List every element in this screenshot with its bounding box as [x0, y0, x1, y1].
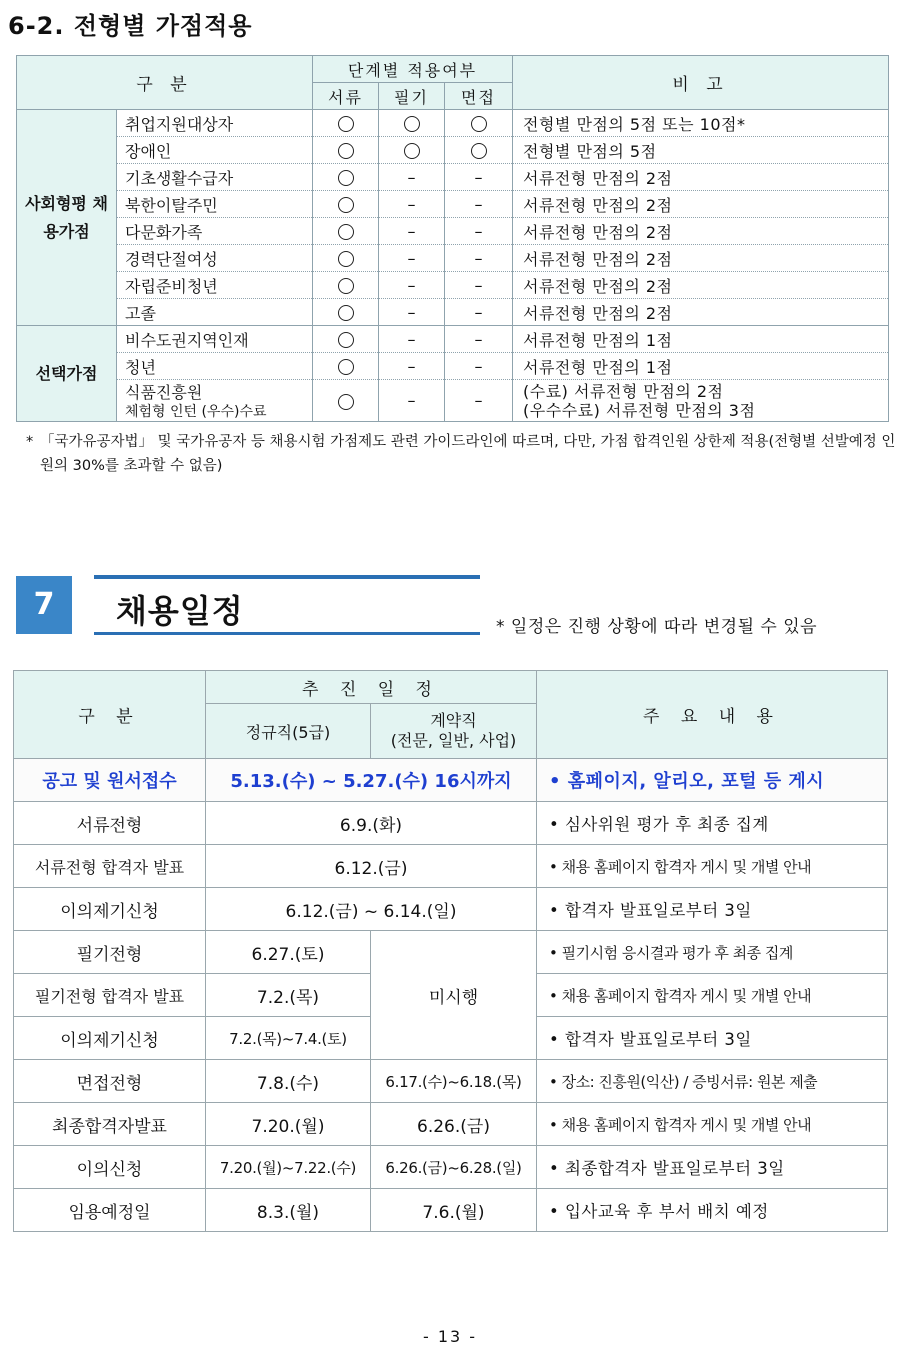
- interview-mark: –: [445, 380, 513, 422]
- row-name: [117, 299, 313, 326]
- bonus-row: [17, 218, 889, 245]
- remark-text: 서류전형 만점의 1점: [523, 330, 673, 350]
- circle-mark-icon: [338, 251, 354, 267]
- row-name-text: 북한이탈주민: [125, 195, 218, 215]
- circle-mark-icon: [338, 197, 354, 213]
- content-cell: • 채용 홈페이지 합격자 게시 및 개별 안내: [537, 974, 888, 1017]
- schedule-title: 채용일정: [116, 592, 244, 630]
- doc-mark: [313, 326, 379, 353]
- contract-date-cell: 7.6.(월): [371, 1189, 537, 1232]
- circle-mark-icon: [338, 278, 354, 294]
- content-cell: • 합격자 발표일로부터 3일: [537, 1017, 888, 1060]
- row-name: [117, 326, 313, 353]
- interview-mark: [445, 110, 513, 137]
- circle-mark-icon: [338, 170, 354, 186]
- group-social: 사회형평 채용가점: [17, 110, 117, 326]
- content-cell: • 입사교육 후 부서 배치 예정: [537, 1189, 888, 1232]
- header-doc: 서류: [313, 83, 379, 110]
- doc-mark: [313, 380, 379, 422]
- row-name-text: 식품진흥원: [125, 383, 203, 402]
- remark-text: 서류전형 만점의 2점: [523, 249, 673, 269]
- schedule-row: [14, 802, 888, 845]
- stage-cell: 이의제기신청: [14, 888, 206, 931]
- remark-text: 서류전형 만점의 2점: [523, 303, 673, 323]
- regular-date-cell: 7.2.(목)~7.4.(토): [206, 1017, 371, 1060]
- interview-mark: –: [445, 326, 513, 353]
- bonus-row: [17, 164, 889, 191]
- bonus-row: [17, 245, 889, 272]
- contract-date-cell: 미시행: [371, 931, 537, 1060]
- row-name: [117, 245, 313, 272]
- page-number: - 13 -: [422, 1327, 478, 1346]
- row-remark: [513, 110, 889, 137]
- circle-mark-icon: [471, 116, 487, 132]
- doc-mark: [313, 245, 379, 272]
- written-mark: –: [379, 380, 445, 422]
- row-name: [117, 137, 313, 164]
- content-cell: • 장소: 진흥원(익산) / 증빙서류: 원본 제출: [537, 1060, 888, 1103]
- written-mark: –: [379, 218, 445, 245]
- row-name: [117, 272, 313, 299]
- content-cell: • 최종합격자 발표일로부터 3일: [537, 1146, 888, 1189]
- row-name: [117, 191, 313, 218]
- header-category: 구 분: [17, 56, 313, 110]
- schedule-row: [14, 759, 888, 802]
- contract-date-cell: 6.17.(수)~6.18.(목): [371, 1060, 537, 1103]
- date-cell: 6.9.(화): [206, 802, 537, 845]
- row-name: [117, 380, 313, 422]
- header-category: 구 분: [14, 671, 206, 759]
- written-mark: –: [379, 326, 445, 353]
- doc-mark: [313, 299, 379, 326]
- stage-cell: 이의제기신청: [14, 1017, 206, 1060]
- row-name-text: 청년: [125, 357, 156, 377]
- footnote-text: 「국가유공자법」 및 국가유공자 등 채용시험 가점제도 관련 가이드라인에 따르며, 다만, 가점 합격인원 상한제 적용(전형별 선발예정 인원의 30%를 초과할 수 없음): [40, 434, 896, 474]
- written-mark: [379, 137, 445, 164]
- circle-mark-icon: [471, 143, 487, 159]
- row-name-text: 장애인: [125, 141, 172, 161]
- interview-mark: –: [445, 272, 513, 299]
- row-name-sub: 체험형 인턴 (우수)수료: [125, 404, 267, 420]
- remark-text: 전형별 만점의 5점: [523, 141, 657, 161]
- regular-date-cell: 6.27.(토): [206, 931, 371, 974]
- row-remark: [513, 218, 889, 245]
- footnote: [26, 430, 896, 478]
- content-cell: • 홈페이지, 알리오, 포털 등 게시: [537, 759, 888, 802]
- regular-date-cell: 7.20.(월): [206, 1103, 371, 1146]
- bonus-row: [17, 353, 889, 380]
- header-regular: 정규직(5급): [206, 704, 371, 759]
- schedule-note: * 일정은 진행 상황에 따라 변경될 수 있음: [496, 617, 818, 637]
- regular-date-cell: 7.2.(목): [206, 974, 371, 1017]
- heading-rule-bottom: [94, 632, 480, 635]
- stage-cell: 이의신청: [14, 1146, 206, 1189]
- schedule-row: [14, 1146, 888, 1189]
- contract-date-cell: 6.26.(금)~6.28.(일): [371, 1146, 537, 1189]
- row-name: [117, 218, 313, 245]
- stage-cell: 최종합격자발표: [14, 1103, 206, 1146]
- remark-text: 서류전형 만점의 1점: [523, 357, 673, 377]
- heading-rule-top: [94, 575, 480, 579]
- row-remark: [513, 272, 889, 299]
- row-remark: [513, 380, 889, 422]
- row-name-text: 자립준비청년: [125, 276, 218, 296]
- interview-mark: –: [445, 164, 513, 191]
- header-interview: 면접: [445, 83, 513, 110]
- circle-mark-icon: [338, 332, 354, 348]
- written-mark: –: [379, 299, 445, 326]
- row-remark: [513, 164, 889, 191]
- footnote-mark: *: [26, 434, 34, 450]
- row-name-text: 비수도권지역인재: [125, 330, 249, 350]
- row-name-text: 경력단절여성: [125, 249, 218, 269]
- contract-date-cell: 6.26.(금): [371, 1103, 537, 1146]
- written-mark: –: [379, 245, 445, 272]
- header-remark: 비 고: [513, 56, 889, 110]
- interview-mark: –: [445, 353, 513, 380]
- doc-mark: [313, 110, 379, 137]
- circle-mark-icon: [338, 224, 354, 240]
- stage-cell: 서류전형 합격자 발표: [14, 845, 206, 888]
- circle-mark-icon: [404, 116, 420, 132]
- date-cell: 6.12.(금) ~ 6.14.(일): [206, 888, 537, 931]
- schedule-row: [14, 1189, 888, 1232]
- remark-text: 전형별 만점의 5점 또는 10점*: [523, 114, 746, 134]
- circle-mark-icon: [338, 143, 354, 159]
- circle-mark-icon: [338, 116, 354, 132]
- content-cell: • 합격자 발표일로부터 3일: [537, 888, 888, 931]
- stage-cell: 공고 및 원서접수: [14, 759, 206, 802]
- interview-mark: –: [445, 245, 513, 272]
- row-remark: [513, 245, 889, 272]
- section-title: 6-2. 전형별 가점적용: [8, 12, 253, 40]
- interview-mark: –: [445, 218, 513, 245]
- row-name: [117, 164, 313, 191]
- bonus-row: [17, 326, 889, 353]
- bonus-row: [17, 191, 889, 218]
- stage-cell: 임용예정일: [14, 1189, 206, 1232]
- bonus-row: [17, 110, 889, 137]
- header-contract-sub: (전문, 일반, 사업): [390, 731, 517, 750]
- schedule-row: [14, 1060, 888, 1103]
- doc-mark: [313, 272, 379, 299]
- row-name-text: 고졸: [125, 303, 156, 323]
- row-name-text: 다문화가족: [125, 222, 203, 242]
- doc-mark: [313, 218, 379, 245]
- content-cell: • 심사위원 평가 후 최종 집계: [537, 802, 888, 845]
- header-schedule: 추 진 일 정: [206, 671, 537, 704]
- row-remark: [513, 137, 889, 164]
- group-optional: 선택가점: [17, 326, 117, 422]
- written-mark: –: [379, 191, 445, 218]
- schedule-table: [13, 670, 888, 1232]
- bonus-row: [17, 137, 889, 164]
- regular-date-cell: 7.8.(수): [206, 1060, 371, 1103]
- bonus-row: [17, 380, 889, 422]
- bonus-row: [17, 272, 889, 299]
- remark-text: 서류전형 만점의 2점: [523, 168, 673, 188]
- row-remark: [513, 326, 889, 353]
- doc-mark: [313, 353, 379, 380]
- header-contract: [371, 704, 537, 759]
- circle-mark-icon: [404, 143, 420, 159]
- content-cell: • 필기시험 응시결과 평가 후 최종 집계: [537, 931, 888, 974]
- doc-mark: [313, 137, 379, 164]
- schedule-row: [14, 888, 888, 931]
- interview-mark: –: [445, 299, 513, 326]
- remark-text: 서류전형 만점의 2점: [523, 222, 673, 242]
- schedule-row: [14, 931, 888, 974]
- bonus-row: [17, 299, 889, 326]
- date-cell: 5.13.(수) ~ 5.27.(수) 16시까지: [206, 759, 537, 802]
- header-written: 필기: [379, 83, 445, 110]
- stage-cell: 면접전형: [14, 1060, 206, 1103]
- circle-mark-icon: [338, 394, 354, 410]
- doc-mark: [313, 164, 379, 191]
- written-mark: –: [379, 353, 445, 380]
- row-remark: [513, 353, 889, 380]
- circle-mark-icon: [338, 305, 354, 321]
- remark-text: 서류전형 만점의 2점: [523, 276, 673, 296]
- doc-mark: [313, 191, 379, 218]
- circle-mark-icon: [338, 359, 354, 375]
- header-contract-label: 계약직: [430, 711, 477, 730]
- regular-date-cell: 7.20.(월)~7.22.(수): [206, 1146, 371, 1189]
- remark-text: 서류전형 만점의 2점: [523, 195, 673, 215]
- interview-mark: –: [445, 191, 513, 218]
- row-remark: [513, 299, 889, 326]
- stage-cell: 필기전형 합격자 발표: [14, 974, 206, 1017]
- schedule-row: [14, 845, 888, 888]
- header-content: 주 요 내 용: [537, 671, 888, 759]
- content-cell: • 채용 홈페이지 합격자 게시 및 개별 안내: [537, 1103, 888, 1146]
- row-remark: [513, 191, 889, 218]
- stage-cell: 서류전형: [14, 802, 206, 845]
- content-cell: • 채용 홈페이지 합격자 게시 및 개별 안내: [537, 845, 888, 888]
- written-mark: [379, 110, 445, 137]
- written-mark: –: [379, 164, 445, 191]
- regular-date-cell: 8.3.(월): [206, 1189, 371, 1232]
- interview-mark: [445, 137, 513, 164]
- row-name-text: 취업지원대상자: [125, 114, 234, 134]
- stage-cell: 필기전형: [14, 931, 206, 974]
- row-name: [117, 110, 313, 137]
- row-name-text: 기초생활수급자: [125, 168, 234, 188]
- schedule-row: [14, 1103, 888, 1146]
- remark-text: (수료) 서류전형 만점의 2점: [523, 381, 724, 401]
- written-mark: –: [379, 272, 445, 299]
- date-cell: 6.12.(금): [206, 845, 537, 888]
- remark-text-2: (우수수료) 서류전형 만점의 3점: [523, 400, 756, 420]
- section-number-badge: 7: [16, 576, 72, 634]
- row-name: [117, 353, 313, 380]
- header-stage: 단계별 적용여부: [313, 56, 513, 83]
- bonus-points-table: [16, 55, 889, 422]
